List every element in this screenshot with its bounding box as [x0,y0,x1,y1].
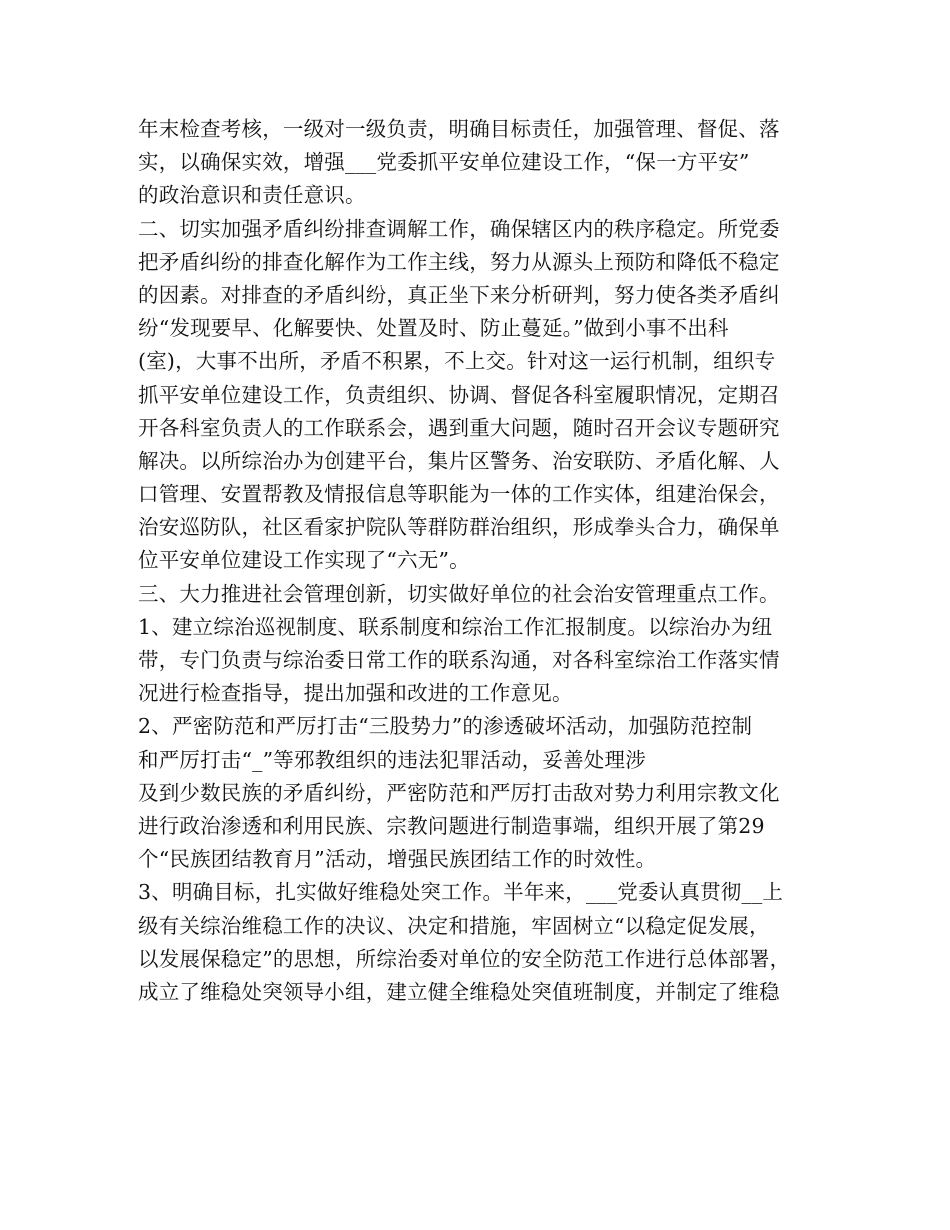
text-line: 口管理、安置帮教及情报信息等职能为一体的工作实体，组建治保会， [138,482,780,507]
text-line: 二、切实加强矛盾纠纷排查调解工作，确保辖区内的秩序稳定。所党委 [138,216,780,241]
text-line: 1、建立综治巡视制度、联系制度和综治工作汇报制度。以综治办为纽 [138,614,773,639]
text-line: 治安巡防队，社区看家护院队等群防群治组织，形成拳头合力，确保单 [138,515,780,540]
text-line: 带，专门负责与综治委日常工作的联系沟通，对各科室综治工作落实情 [138,648,780,672]
text-line: 和严厉打击“_”等邪教组织的违法犯罪活动，妥善处理涉 [138,747,646,772]
text-line: 年末检查考核，一级对一级负责，明确目标责任，加强管理、督促、落 [138,117,780,141]
text-line: 纷“发现要早、化解要快、处置及时、防止蔓延。”做到小事不出科 [138,316,729,341]
text-line: 的因素。对排查的矛盾纠纷，真正坐下来分析研判，努力使各类矛盾纠 [138,282,780,307]
text-line: 成立了维稳处突领导小组，建立健全维稳处突值班制度，并制定了维稳 [138,979,780,1004]
text-line: 把矛盾纠纷的排查化解作为工作主线，努力从源头上预防和降低不稳定 [138,249,780,274]
text-line: 进行政治渗透和利用民族、宗教问题进行制造事端，组织开展了第29 [138,813,765,838]
text-line: 个“民族团结教育月”活动，增强民族团结工作的时效性。 [138,847,657,872]
text-line: 级有关综治维稳工作的决议、决定和措施，牢固树立“以稳定促发展， [138,913,770,938]
document-body [138,113,838,1009]
text-line: 解决。以所综治办为创建平台，集片区警务、治安联防、矛盾化解、人 [138,448,780,473]
text-line: 抓平安单位建设工作，负责组织、协调、督促各科室履职情况，定期召 [138,382,780,407]
text-line: (室)，大事不出所，矛盾不积累，不上交。针对这一运行机制，组织专 [138,349,776,374]
text-line: 的政治意识和责任意识。 [138,183,366,208]
text-line: 位平安单位建设工作实现了“六无”。 [138,548,470,573]
text-line: 以发展保稳定”的思想，所综治委对单位的安全防范工作进行总体部署， [138,946,791,971]
text-line: 2、严密防范和严厉打击“三股势力”的渗透破坏活动，加强防范控制 [138,714,753,739]
text-line: 三、大力推进社会管理创新，切实做好单位的社会治安管理重点工作。 [138,581,780,606]
text-line: 开各科室负责人的工作联系会，遇到重大问题，随时召开会议专题研究 [138,415,780,440]
text-line: 实，以确保实效，增强___党委抓平安单位建设工作，“保一方平安” [138,150,750,175]
text-line: 3、明确目标，扎实做好维稳处突工作。半年来，___党委认真贯彻__上 [138,880,784,905]
text-line: 况进行检查指导，提出加强和改进的工作意见。 [138,681,573,706]
text-line: 及到少数民族的矛盾纠纷，严密防范和严厉打击敌对势力利用宗教文化 [138,780,780,805]
